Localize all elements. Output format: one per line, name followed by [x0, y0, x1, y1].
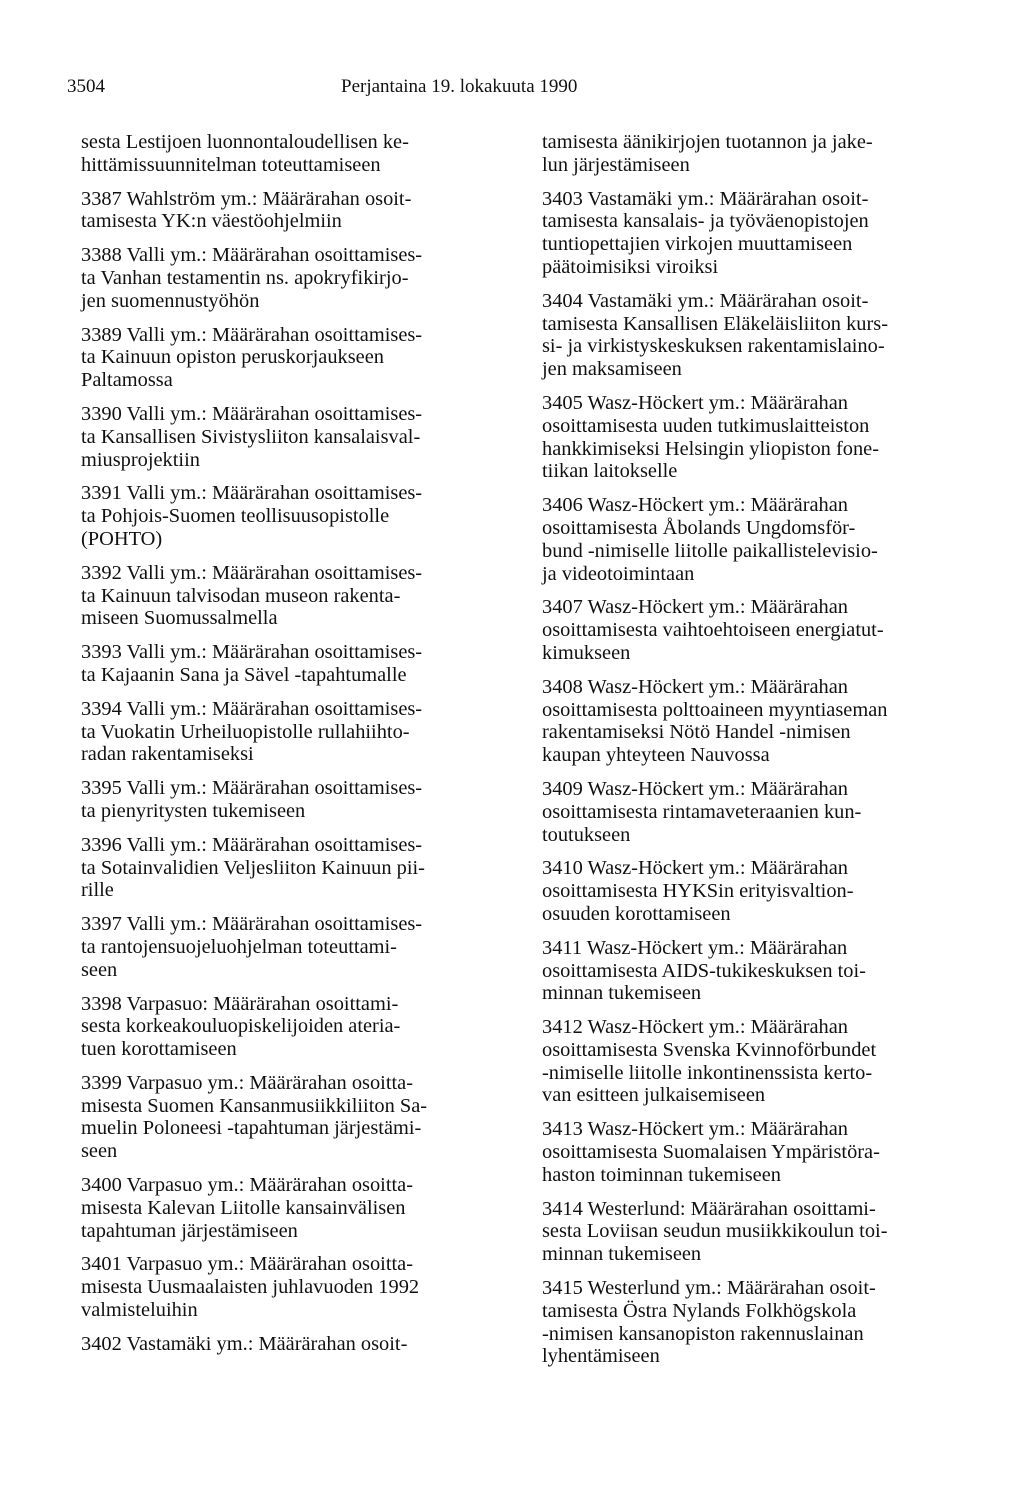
- entry-line: 3400 Varpasuo ym.: Määrärahan osoitta-: [81, 1174, 414, 1197]
- entry-line: 3413 Wasz-Höckert ym.: Määrärahan: [542, 1118, 848, 1141]
- entry-line: osoittamisesta Åbolands Ungdomsför-: [542, 516, 856, 539]
- motion-entry: [542, 1198, 956, 1266]
- entry-line: osoittamisesta vaihtoehtoiseen energiatut-: [542, 619, 884, 642]
- entry-line: sesta Loviisan seudun musiikkikoulun toi-: [542, 1220, 888, 1243]
- motion-entry: [81, 913, 495, 981]
- motion-entry: [81, 641, 495, 687]
- entry-line: ta Vuokatin Urheiluopistolle rullahiihto-: [81, 720, 410, 743]
- entry-line: osoittamisesta Suomalaisen Ympäristöra-: [542, 1141, 880, 1164]
- page-date: Perjantaina 19. lokakuuta 1990: [341, 76, 578, 97]
- entry-line: 3387 Wahlström ym.: Määrärahan osoit-: [81, 187, 412, 210]
- motion-entry: [81, 403, 495, 471]
- entry-line: van esitteen julkaisemiseen: [542, 1084, 766, 1107]
- motion-entry: [81, 698, 495, 766]
- entry-line: tamisesta Östra Nylands Folkhögskola: [542, 1299, 857, 1322]
- motion-entry: [542, 857, 956, 925]
- entry-line: ta Pohjois-Suomen teollisuusopistolle: [81, 505, 390, 528]
- motion-entry: [542, 494, 956, 585]
- entry-line: 3397 Valli ym.: Määrärahan osoittamises-: [81, 913, 423, 936]
- entry-line: 3407 Wasz-Höckert ym.: Määrärahan: [542, 596, 848, 619]
- entry-line: (POHTO): [81, 527, 163, 550]
- motion-entry: [542, 676, 956, 767]
- motion-entry: [542, 392, 956, 483]
- entry-line: sesta korkeakouluopiskelijoiden ateria-: [81, 1015, 401, 1038]
- entry-line: haston toiminnan tukemiseen: [542, 1163, 781, 1186]
- entry-line: miseen Suomussalmella: [81, 607, 278, 630]
- entry-line: 3411 Wasz-Höckert ym.: Määrärahan: [542, 936, 848, 959]
- motion-entry: [542, 596, 956, 664]
- entry-line: tiikan laitokselle: [542, 460, 678, 483]
- entry-line: 3399 Varpasuo ym.: Määrärahan osoitta-: [81, 1071, 414, 1094]
- entry-line: misesta Uusmaalaisten juhlavuoden 1992: [81, 1276, 420, 1299]
- motion-entry: [81, 777, 495, 823]
- entry-line: 3402 Vastamäki ym.: Määrärahan osoit-: [81, 1332, 408, 1355]
- entry-line: 3414 Westerlund: Määrärahan osoittami-: [542, 1197, 876, 1220]
- entry-line: minnan tukemiseen: [542, 1243, 702, 1266]
- entry-line: 3392 Valli ym.: Määrärahan osoittamises-: [81, 561, 423, 584]
- motion-entry: [542, 1277, 956, 1368]
- entry-line: ta Vanhan testamentin ns. apokryfikirjo-: [81, 266, 409, 289]
- motion-entry: [542, 290, 956, 381]
- entry-line: 3408 Wasz-Höckert ym.: Määrärahan: [542, 675, 848, 698]
- motion-entry: [81, 324, 495, 392]
- entry-line: rille: [81, 879, 114, 902]
- right-column: [542, 131, 956, 1379]
- entry-line: osuuden korottamiseen: [542, 902, 731, 925]
- entry-line: tuen korottamiseen: [81, 1038, 237, 1061]
- entry-line: minnan tukemiseen: [542, 982, 702, 1005]
- motion-entry: [81, 482, 495, 550]
- entry-line: miusprojektiin: [81, 448, 200, 471]
- entry-line: 3412 Wasz-Höckert ym.: Määrärahan: [542, 1016, 848, 1039]
- entry-line: lyhentämiseen: [542, 1345, 660, 1368]
- entry-line: radan rakentamiseksi: [81, 743, 254, 766]
- entry-line: tapahtuman järjestämiseen: [81, 1219, 298, 1242]
- motion-entry: [542, 937, 956, 1005]
- entry-line: -nimisen kansanopiston rakennuslainan: [542, 1322, 864, 1345]
- entry-line: päätoimisiksi viroiksi: [542, 255, 719, 278]
- entry-line: jen suomennustyöhön: [81, 289, 260, 312]
- entry-line: tamisesta äänikirjojen tuotannon ja jake-: [542, 131, 873, 153]
- entry-line: 3394 Valli ym.: Määrärahan osoittamises-: [81, 697, 423, 720]
- entry-line: jen maksamiseen: [542, 358, 682, 381]
- entry-line: kaupan yhteyteen Nauvossa: [542, 744, 770, 767]
- entry-line: hankkimiseksi Helsingin yliopiston fone-: [542, 437, 879, 460]
- motion-entry: [81, 131, 495, 177]
- entry-line: ta Kainuun talvisodan museon rakenta-: [81, 584, 401, 607]
- entry-line: 3406 Wasz-Höckert ym.: Määrärahan: [542, 494, 848, 517]
- motion-entry: [542, 778, 956, 846]
- entry-line: 3390 Valli ym.: Määrärahan osoittamises-: [81, 402, 423, 425]
- motion-entry: [81, 1333, 495, 1356]
- motion-entry: [81, 1253, 495, 1321]
- entry-line: 3398 Varpasuo: Määrärahan osoittami-: [81, 992, 399, 1015]
- entry-line: misesta Suomen Kansanmusiikkiliiton Sa-: [81, 1094, 428, 1117]
- entry-line: misesta Kalevan Liitolle kansainvälisen: [81, 1196, 406, 1219]
- entry-line: ja videotoimintaan: [542, 562, 695, 585]
- entry-line: valmisteluihin: [81, 1299, 198, 1322]
- entry-line: tamisesta YK:n väestöohjelmiin: [81, 210, 342, 233]
- entry-line: sesta Lestijoen luonnontaloudellisen ke-: [81, 131, 409, 153]
- entry-line: tamisesta kansalais- ja työväenopistojen: [542, 210, 869, 233]
- entry-line: tamisesta Kansallisen Eläkeläisliiton kurs-: [542, 312, 888, 335]
- motion-entry: [81, 1072, 495, 1163]
- entry-line: ta Kajaanin Sana ja Sävel -tapahtumalle: [81, 663, 407, 686]
- motion-entry: [81, 188, 495, 234]
- motion-entry: [542, 1118, 956, 1186]
- motion-entry: [542, 131, 956, 177]
- left-column: [81, 131, 495, 1367]
- entry-line: osoittamisesta uuden tutkimuslaitteiston: [542, 414, 870, 437]
- page-header: [67, 76, 957, 100]
- entry-line: 3401 Varpasuo ym.: Määrärahan osoitta-: [81, 1253, 414, 1276]
- motion-entry: [81, 1174, 495, 1242]
- entry-line: 3403 Vastamäki ym.: Määrärahan osoit-: [542, 187, 869, 210]
- entry-line: Paltamossa: [81, 369, 173, 392]
- entry-line: bund -nimiselle liitolle paikallistelevisio-: [542, 539, 878, 562]
- entry-line: 3393 Valli ym.: Määrärahan osoittamises-: [81, 641, 423, 664]
- entry-line: 3395 Valli ym.: Määrärahan osoittamises-: [81, 777, 423, 800]
- entry-line: osoittamisesta rintamaveteraanien kun-: [542, 800, 862, 823]
- entry-line: seen: [81, 1140, 118, 1163]
- page-number: 3504: [67, 76, 105, 97]
- entry-line: tuntiopettajien virkojen muuttamiseen: [542, 233, 853, 256]
- entry-line: muelin Poloneesi -tapahtuman järjestämi-: [81, 1117, 422, 1140]
- entry-line: 3410 Wasz-Höckert ym.: Määrärahan: [542, 857, 848, 880]
- entry-line: ta Kainuun opiston peruskorjaukseen: [81, 346, 384, 369]
- entry-line: rakentamiseksi Nötö Handel -nimisen: [542, 721, 851, 744]
- entry-line: ta Kansallisen Sivistysliiton kansalaisval-: [81, 425, 421, 448]
- entry-line: osoittamisesta AIDS-tukikeskuksen toi-: [542, 959, 866, 982]
- entry-line: osoittamisesta HYKSin erityisvaltion-: [542, 880, 854, 903]
- entry-line: ta pienyritysten tukemiseen: [81, 799, 306, 822]
- entry-line: lun järjestämiseen: [542, 153, 690, 176]
- entry-line: 3405 Wasz-Höckert ym.: Määrärahan: [542, 391, 848, 414]
- entry-line: hittämissuunnitelman toteuttamiseen: [81, 153, 381, 176]
- entry-line: toutukseen: [542, 823, 631, 846]
- motion-entry: [81, 993, 495, 1061]
- entry-line: osoittamisesta Svenska Kvinnoförbundet: [542, 1038, 877, 1061]
- entry-line: ta Sotainvalidien Veljesliiton Kainuun pii-: [81, 856, 425, 879]
- entry-line: -nimiselle liitolle inkontinenssista kerto-: [542, 1061, 873, 1084]
- entry-line: kimukseen: [542, 641, 631, 664]
- entry-line: ta rantojensuojeluohjelman toteuttami-: [81, 935, 397, 958]
- motion-entry: [81, 562, 495, 630]
- entry-line: 3388 Valli ym.: Määrärahan osoittamises-: [81, 244, 423, 267]
- entry-line: 3415 Westerlund ym.: Määrärahan osoit-: [542, 1277, 876, 1300]
- motion-entry: [81, 244, 495, 312]
- entry-line: osoittamisesta polttoaineen myyntiaseman: [542, 698, 888, 721]
- entry-line: 3409 Wasz-Höckert ym.: Määrärahan: [542, 777, 848, 800]
- entry-line: 3396 Valli ym.: Määrärahan osoittamises-: [81, 833, 423, 856]
- entry-line: si- ja virkistyskeskuksen rakentamislaino-: [542, 335, 885, 358]
- motion-entry: [542, 1016, 956, 1107]
- entry-line: seen: [81, 958, 118, 981]
- entry-line: 3391 Valli ym.: Määrärahan osoittamises-: [81, 482, 423, 505]
- motion-entry: [542, 188, 956, 279]
- entry-line: 3389 Valli ym.: Määrärahan osoittamises-: [81, 323, 423, 346]
- entry-line: 3404 Vastamäki ym.: Määrärahan osoit-: [542, 289, 869, 312]
- motion-entry: [81, 834, 495, 902]
